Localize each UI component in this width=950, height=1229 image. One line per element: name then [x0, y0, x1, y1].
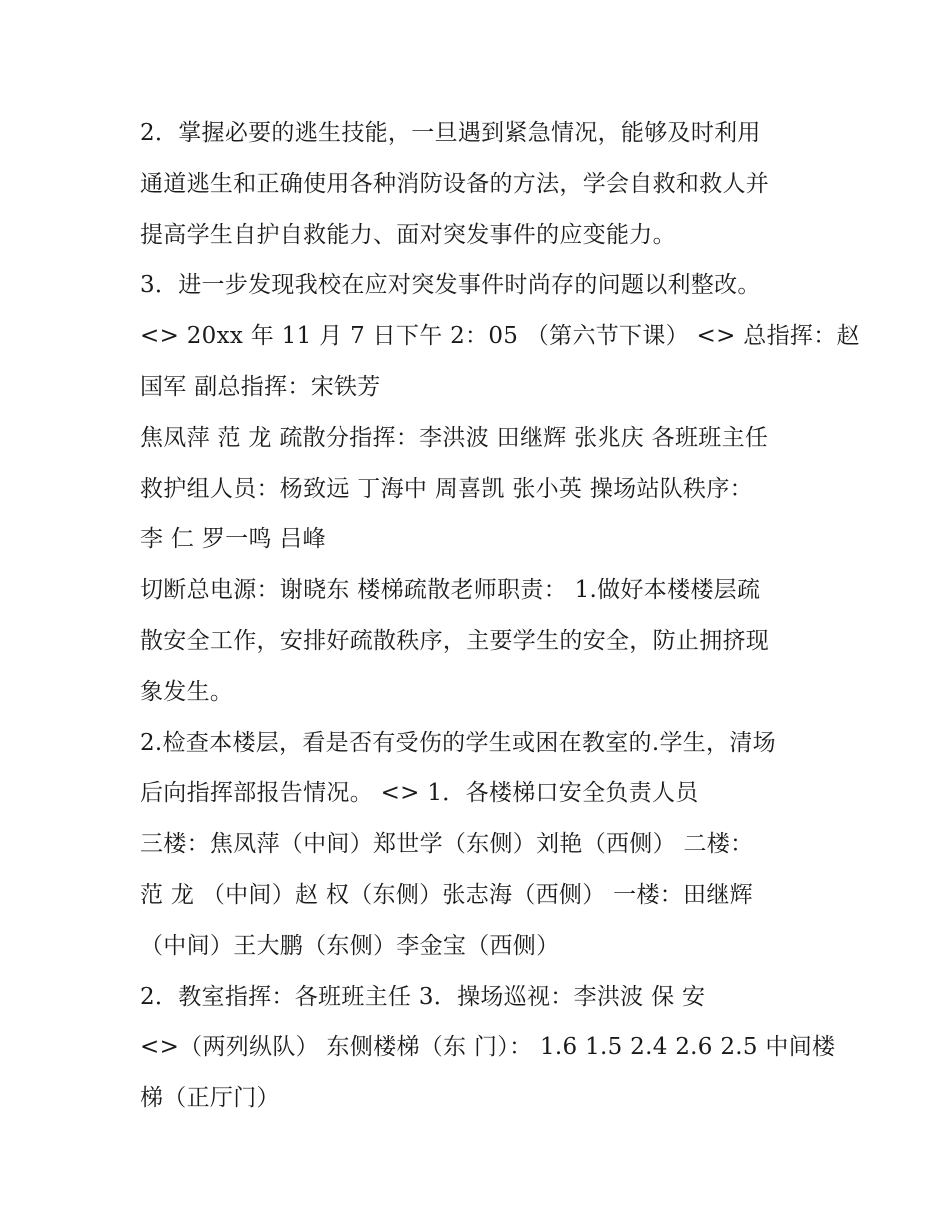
text-line: 三楼：焦凤萍（中间）郑世学（东侧）刘艳（西侧） 二楼： [140, 831, 754, 858]
text-line: 2．教室指挥：各班班主任 3．操场巡视：李洪波 保 安 [140, 983, 706, 1010]
text-line: 切断总电源：谢晓东 楼梯疏散老师职责： 1.做好本楼楼层疏 [140, 577, 761, 604]
text-line: 梯（正厅门） [140, 1085, 280, 1112]
text-line: （中间）王大鹏（东侧）李金宝（西侧） [140, 932, 560, 959]
text-line: 散安全工作，安排好疏散秩序，主要学生的安全，防止拥挤现 [140, 627, 770, 654]
text-line: <> 20xx 年 11 月 7 日下午 2：05 （第六节下课） <> 总指挥：赵 [140, 323, 860, 350]
text-line: 3．进一步发现我校在应对突发事件时尚存的问题以利整改。 [140, 272, 761, 299]
text-line: 2.检查本楼层，看是否有受伤的学生或困在教室的.学生，清场 [140, 729, 776, 756]
text-line: 救护组人员：杨致远 丁海中 周喜凯 张小英 操场站队秩序： [140, 475, 753, 502]
document-body [140, 108, 860, 1124]
text-line: 通道逃生和正确使用各种消防设备的方法，学会自救和救人并 [140, 170, 770, 197]
text-line: 2．掌握必要的逃生技能，一旦遇到紧急情况，能够及时利用 [140, 120, 761, 146]
text-line: 国军 副总指挥：宋铁芳 [140, 373, 381, 400]
text-line: <>（两列纵队） 东侧楼梯（东 门）： 1.6 1.5 2.4 2.6 2.5 中间楼 [140, 1034, 836, 1061]
text-line: 范 龙 （中间）赵 权（东侧）张志海（西侧） 一楼：田继辉 [140, 881, 753, 908]
text-line: 焦凤萍 范 龙 疏散分指挥：李洪波 田继辉 张兆庆 各班班主任 [140, 424, 769, 451]
text-line: 象发生。 [140, 678, 234, 705]
text-line: 李 仁 罗一鸣 吕峰 [140, 526, 326, 553]
text-line: 提高学生自护自救能力、面对突发事件的应变能力。 [140, 221, 676, 248]
text-line: 后向指挥部报告情况。 <> 1．各楼梯口安全负责人员 [140, 780, 699, 807]
